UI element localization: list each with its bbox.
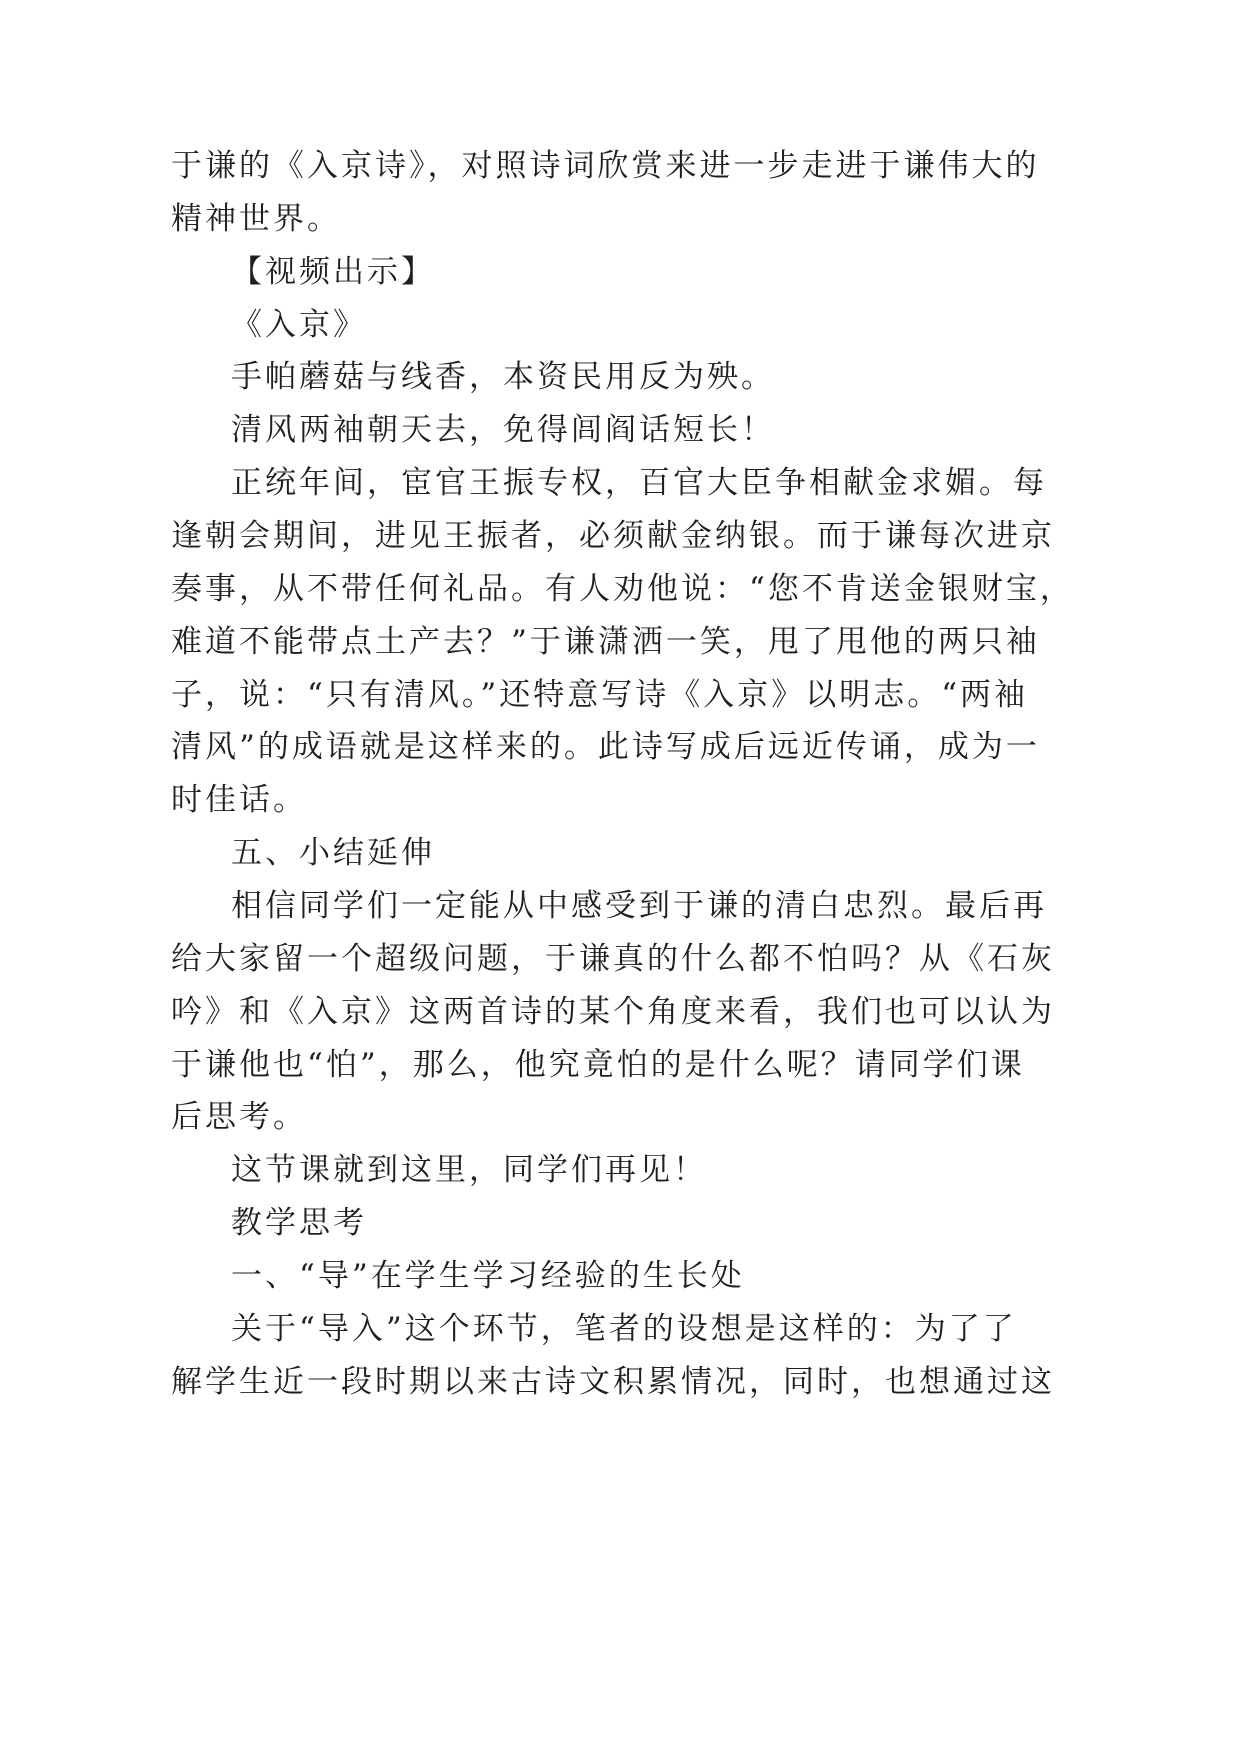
text-line: 逢朝会期间，进见王振者，必须献金纳银。而于谦每次进京: [171, 518, 1055, 554]
text-line: 正统年间，宦官王振专权，百官大臣争相献金求媚。每: [231, 465, 1047, 501]
text-line: 时佳话。: [171, 782, 307, 818]
text-line: 难道不能带点土产去？”于谦潇洒一笑，甩了甩他的两只袖: [171, 624, 1040, 660]
text-line: 于谦的《入京诗》，对照诗词欣赏来进一步走进于谦伟大的: [171, 148, 1040, 184]
section-heading: 教学思考: [231, 1205, 367, 1241]
text-line: 清风两袖朝天去，免得闾阎话短长！: [231, 412, 775, 448]
section-heading: 一、“导”在学生学习经验的生长处: [231, 1258, 745, 1294]
text-line: 于谦他也“怕”，那么，他究竟怕的是什么呢？请同学们课: [171, 1047, 1025, 1083]
text-line: 精神世界。: [171, 201, 341, 237]
text-line: 相信同学们一定能从中感受到于谦的清白忠烈。最后再: [231, 888, 1047, 924]
text-line: 手帕蘑菇与线香，本资民用反为殃。: [231, 359, 775, 395]
text-line: 这节课就到这里，同学们再见！: [231, 1152, 707, 1188]
text-line: 后思考。: [171, 1099, 307, 1135]
text-line: 奏事，从不带任何礼品。有人劝他说：“您不肯送金银财宝，: [171, 571, 1074, 607]
section-heading: 五、小结延伸: [231, 835, 435, 871]
text-line: 给大家留一个超级问题，于谦真的什么都不怕吗？从《石灰: [171, 941, 1055, 977]
text-line: 关于“导入”这个环节，笔者的设想是这样的：为了了: [231, 1311, 1017, 1347]
text-line: 清风”的成语就是这样来的。此诗写成后远近传诵，成为一: [171, 729, 1040, 765]
text-line: 【视频出示】: [231, 254, 435, 290]
text-line: 子，说：“只有清风。”还特意写诗《入京》以明志。“两袖: [171, 677, 1029, 713]
text-line: 《入京》: [231, 307, 367, 343]
text-line: 吟》和《入京》这两首诗的某个角度来看，我们也可以认为: [171, 994, 1055, 1030]
text-line: 解学生近一段时期以来古诗文积累情况，同时，也想通过这: [171, 1364, 1055, 1400]
